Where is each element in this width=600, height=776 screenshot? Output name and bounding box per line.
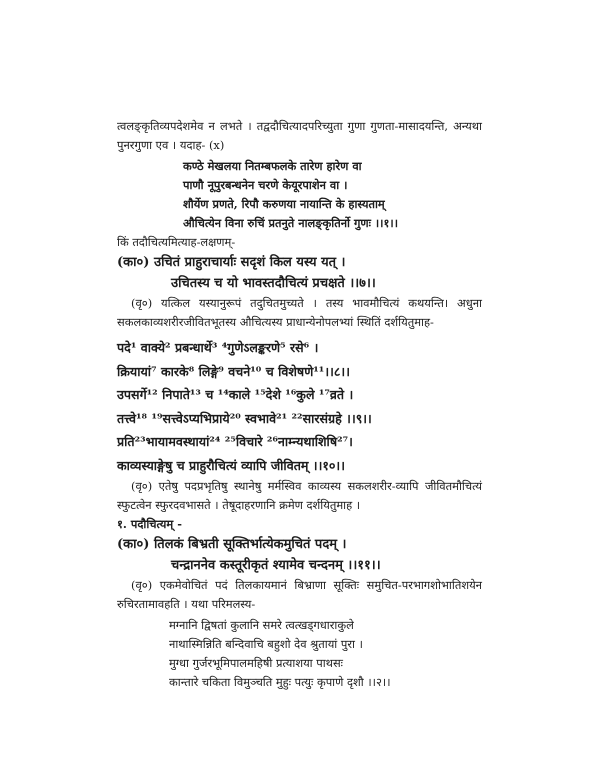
karika-9-line-1: उपसर्गे¹² निपाते¹³ च ¹⁴काले ¹⁵देशे ¹⁶कुले ¹⁷व्रते । (117, 387, 354, 402)
vritti-paragraph-3: (वृ०) एकमेवोचितं पदं तिलकायमानं बिभ्राणा सूक्तिः समुचित-परभागशोभातिशयेन रुचिरतामावहति । यथा परिमलस्य- (117, 578, 482, 611)
verse-2-line-2: नाथास्मिन्निति बन्दिवाचि बहुशो देव श्रुतायां पुरा । (169, 637, 363, 651)
karika-7-line-2: उचितस्य च यो भावस्तदौचित्यं प्रचक्षते ।।७।। (171, 276, 376, 291)
karika-11-line-1: (का०) तिलकं बिभ्रती सूक्तिर्भात्येकमुचितं पदम् । (117, 537, 347, 552)
verse-1-line-1: कण्ठे मेखलया नितम्बफलके तारेण हारेण वा (183, 159, 362, 173)
page-body (117, 117, 482, 692)
heading-definition: किं तदौचित्यमित्याह-लक्षणम्- (117, 235, 236, 249)
karika-8-line-2: क्रियायां⁷ कारके⁸ लिङ्गे⁹ वचने¹⁰ च विशेषणे¹¹।।८।। (117, 363, 350, 379)
verse-1-line-3: शौर्येण प्रणते, रिपौ करुणया नायान्ति के हास्यताम् (183, 197, 385, 211)
opening-paragraph: त्वलङ्कृतिव्यपदेशमेव न लभते । तद्वदौचित्यादपरिच्युता गुणा गुणता-मासादयन्ति, अन्यथा पुनरगुणा एव । यदाह- (x) (117, 119, 482, 152)
verse-2-line-4: कान्तारे चकिता विमुञ्चति मुहुः पत्युः कृपाणे दृशौ ।।२।। (169, 675, 391, 689)
karika-8-line-1: पदे¹ वाक्ये² प्रबन्धार्थे³ ⁴गुणेऽलङ्करणे⁵ रसे⁶ । (117, 340, 319, 355)
verse-1-line-4: औचित्येन विना रुचिं प्रतनुते नालङ्कृतिर्नो गुणः ।।१।। (183, 216, 399, 230)
vritti-paragraph-2: (वृ०) एतेषु पदप्रभृतिषु स्थानेषु मर्मस्विव काव्यस्य सकलशरीर-व्यापि जीवितमौचित्यं स्फुटत्वेन स्फुरदवभासते । तेषूदाहरणानि क्रमेण दर्शयितुमाह । (117, 479, 482, 512)
vritti-paragraph-1: (वृ०) यत्किल यस्यानुरूपं तदुचितमुच्यते । तस्य भावमौचित्यं कथयन्ति। अधुना सकलकाव्यशरीरजीवितभूतस्य औचित्यस्य प्राधान्येनोपलभ्यां स्थितिं दर्शयितुमाह- (117, 296, 482, 329)
verse-1-line-2: पाणौ नूपुरबन्धनेन चरणे केयूरपाशेन वा । (183, 178, 348, 192)
verse-2-line-1: मग्नानि द्विषतां कुलानि समरे त्वत्खड्गधाराकुले (169, 618, 354, 632)
karika-11-line-2: चन्द्राननेव कस्तूरीकृतं श्यामेव चन्दनम् ।।११।। (171, 558, 381, 573)
karika-9-line-2: तत्त्वे¹⁸ ¹⁹सत्त्वेऽप्यभिप्राये²⁰ स्वभावे²¹ ²²सारसंग्रहे ।।९।। (117, 410, 372, 426)
verse-2-line-3: मुग्धा गुर्जरभूमिपालमहिषी प्रत्याशया पाथसः (169, 656, 343, 670)
karika-10-line-2: काव्यस्याङ्गेषु च प्राहुरौचित्यं व्यापि जीवितम् ।।१०।। (117, 457, 345, 473)
karika-7-line-1: (का०) उचितं प्राहुराचार्याः सदृशं किल यस्य यत् । (117, 255, 346, 270)
heading-padaucitya: १. पदौचित्यम् - (117, 517, 182, 531)
karika-10-line-1: प्रति²³भायामवस्थायां²⁴ ²⁵विचारे ²⁶नाम्न्यथाशिषि²⁷। (117, 434, 353, 449)
